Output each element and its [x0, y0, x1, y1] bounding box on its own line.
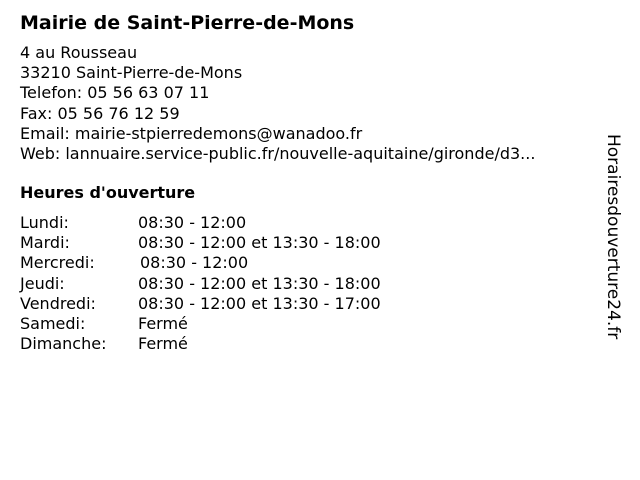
day-hours: 08:30 - 12:00 et 13:30 - 18:00	[138, 273, 381, 293]
day-hours: 08:30 - 12:00 et 13:30 - 18:00	[138, 233, 381, 253]
email-address: Email: mairie-stpierredemons@wanadoo.fr	[20, 123, 363, 143]
contact-block	[20, 43, 535, 164]
day-label: Mardi:	[20, 233, 70, 253]
fax-number: Fax: 05 56 76 12 59	[20, 103, 180, 123]
address-street: 4 au Rousseau	[20, 43, 138, 62]
site-watermark: Horairesdouverture24.fr	[603, 134, 623, 340]
phone-number: Telefon: 05 56 63 07 11	[20, 83, 210, 103]
day-label: Mercredi:	[20, 253, 95, 273]
day-label: Samedi:	[20, 313, 86, 333]
day-hours: Fermé	[138, 334, 188, 354]
address-city: 33210 Saint-Pierre-de-Mons	[20, 63, 243, 83]
page-title: Mairie de Saint-Pierre-de-Mons	[20, 12, 355, 34]
day-hours: 08:30 - 12:00	[138, 213, 247, 232]
day-label: Lundi:	[20, 213, 69, 232]
day-hours: Fermé	[138, 313, 188, 333]
day-label: Dimanche:	[20, 334, 107, 354]
day-hours: 08:30 - 12:00 et 13:30 - 17:00	[138, 293, 381, 313]
day-hours: 08:30 - 12:00	[140, 253, 249, 273]
day-label: Jeudi:	[20, 273, 65, 293]
day-label: Vendredi:	[20, 293, 96, 313]
opening-hours-heading: Heures d'ouverture	[20, 183, 196, 202]
website-link: Web: lannuaire.service-public.fr/nouvelle-aquitaine/gironde/d3...	[20, 143, 536, 163]
